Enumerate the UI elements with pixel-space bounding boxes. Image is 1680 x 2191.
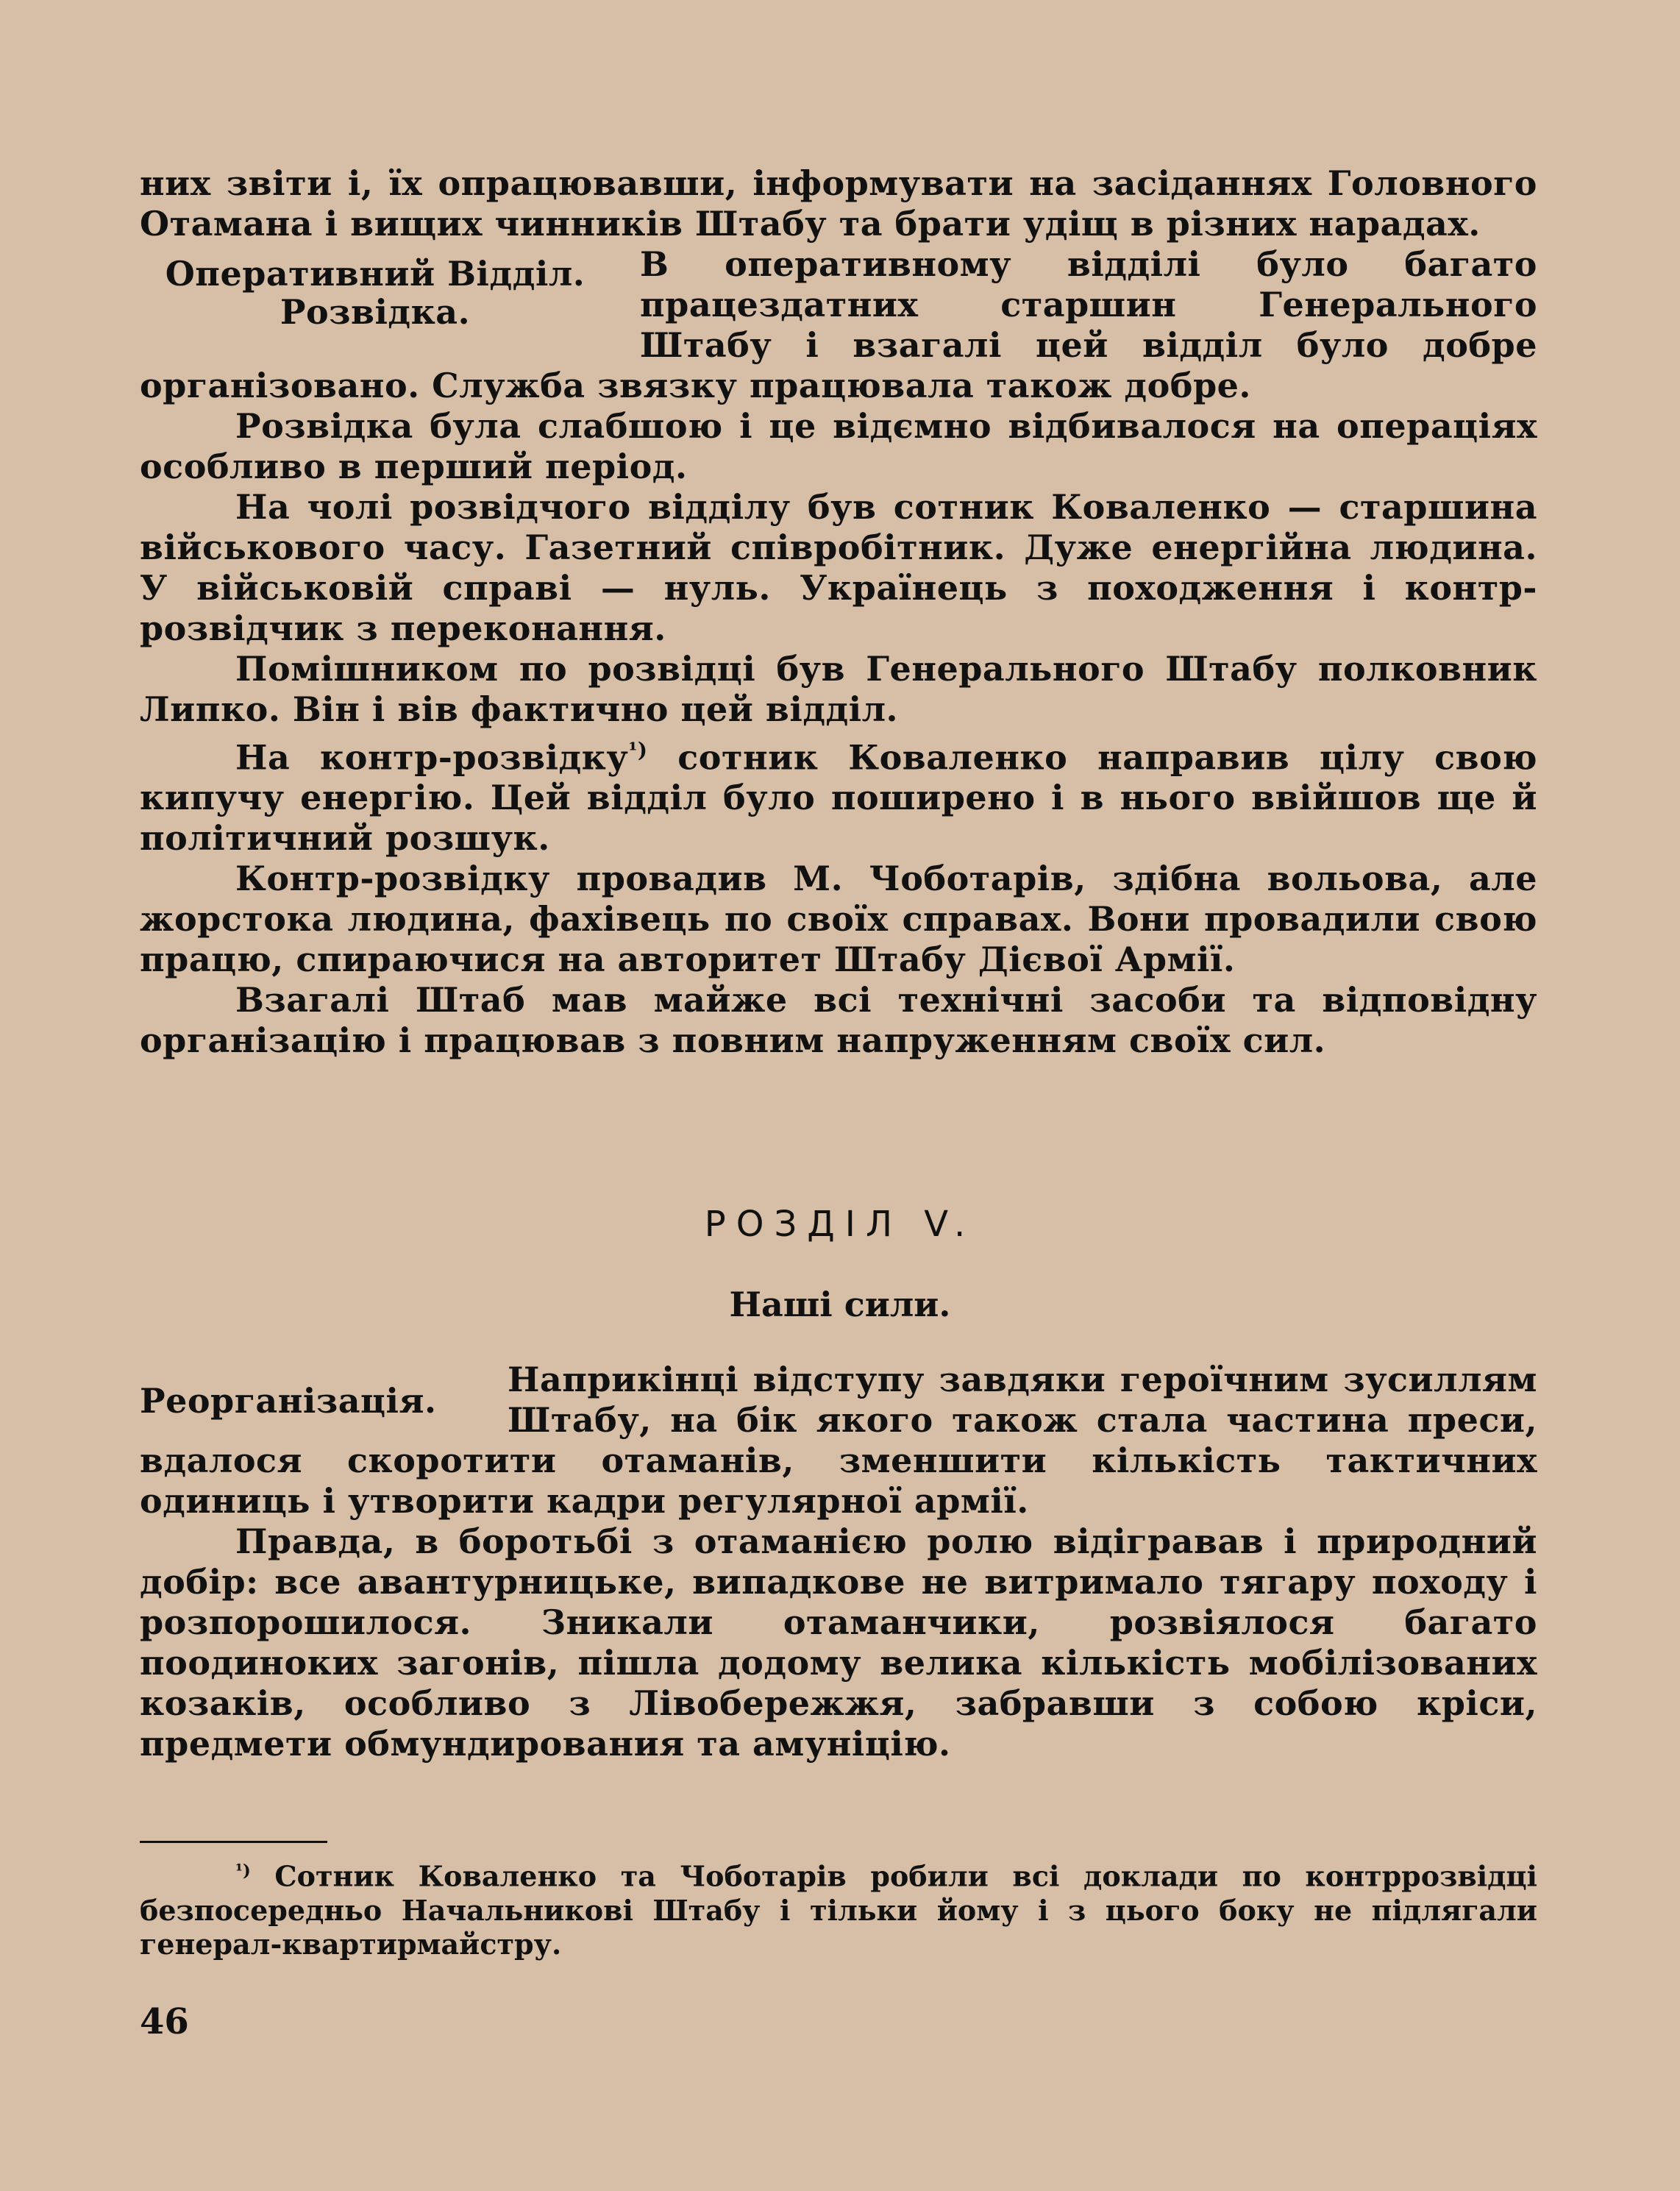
side-heading-line-1: Оперативний Відділ. [165,254,585,294]
footnote [140,1854,1537,1961]
paragraph-reorganization: Наприкінці відступу завдяки героїчним зусиллям Штабу, на бік якого також стала частина преси, вдалося скоротити отаманів, зменшити кількість тактичних одиниць і утворити кадри регулярної армії. [140,1360,1537,1521]
paragraph-intelligence: Розвідка була слабшою і це відємно відбивалося на операціях особливо в перший період. [140,406,1537,486]
paragraph-counter-intelligence-rest: сотник Коваленко направив цілу свою кипучу енергію. Цей відділ було поширено і в нього ввійшов ще й політичний розшук. [140,737,1537,859]
page-number: 46 [140,2001,189,2042]
paragraph-operational-dept: В оперативному відділі було багато працездатних старшин Генерального Штабу і взагалі цей відділ було добре організовано. Служба звязку працювала також добре. [140,244,1537,405]
side-heading-line-2: Розвідка. [280,292,471,332]
paragraph-chobotariv: Контр-розвідку провадив М. Чоботарів, здібна вольова, але жорстока людина, фахівець по своїх справах. Вони провадили свою працю, спираючися на авторитет Штабу Дієвої Армії. [140,859,1537,980]
paragraph-counter-intelligence [140,730,1537,859]
paragraph-natural-selection: Правда, в боротьбі з отаманією ролю відігравав і природний добір: все авантурницьке, випадкове не витримало тягару походу і розпорошилося. Зникали отаманчики, розвіялося багато поодиноких загонів, пішла додому велика кількість мобілізованих козаків, особливо з Лівобережжя, забравши з собою кріси, предмети обмундирования та амуніцію. [140,1521,1537,1764]
side-heading-operational [140,244,611,331]
main-text-block [140,163,1537,1061]
section-text-block [140,1360,1537,1764]
footnote-marker: ¹) [235,1861,251,1881]
footnote-divider [140,1841,327,1843]
paragraph-counter-intelligence-start: На контр-розвідку [235,737,629,778]
paragraph-staff-summary: Взагалі Штаб мав майже всі технічні засоби та відповідну організацію і працював з повним напруженням своїх сил. [140,980,1537,1061]
footnote-reference: ¹) [628,738,648,762]
paragraph-kovalenko: На чолі розвідчого відділу був сотник Коваленко — старшина військового часу. Газетний співробітник. Дуже енергійна людина. У військовій справі — нуль. Українець з походження і контр-розвідчик з переконання. [140,487,1537,648]
paragraph-continuation: них звіти і, їх опрацювавши, інформувати на засіданнях Головного Отамана і вищих чинників Штабу та брати удіщ в різних нарадах. [140,163,1537,244]
footnote-text: Сотник Коваленко та Чоботарів робили всі доклади по контррозвідці безпосередньо Начальникові Штабу і тільки йому і з цього боку не підлягали генерал-квартирмайстру. [140,1859,1537,1961]
chapter-title: РОЗДІЛ V. [704,1204,976,1245]
chapter-subtitle: Наші сили. [729,1285,951,1324]
side-heading-reorganization: Реорганізація. [140,1381,437,1421]
paragraph-lypko: Помішником по розвідці був Генерального Штабу полковник Липко. Він і вів фактично цей відділ. [140,649,1537,729]
